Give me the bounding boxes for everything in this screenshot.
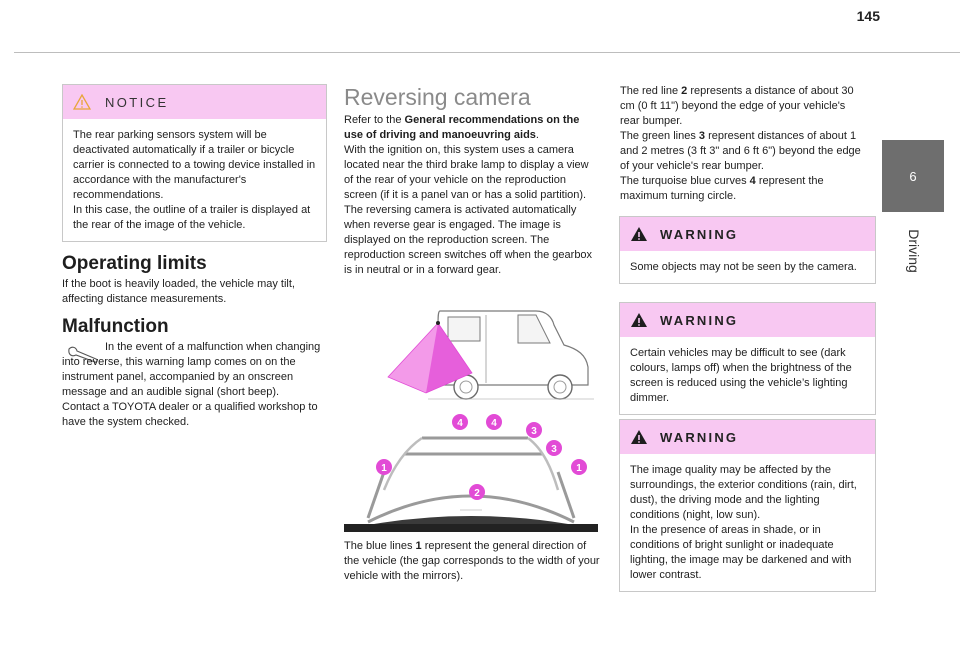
diagram-label-1 [376,459,392,475]
reversing-camera-text: Refer to the General recommendations on the use of driving and manoeuvring aids. With the ignition on, this system uses a camera located near the third brake lamp to display a view of the rear of your vehicle on the reproduction screen (if it is a panel van or has a solid partition). The reversing camera is activated automatically when reverse gear is engaged. The image is displayed on the reproduction screen. The reproduction screen switches off when the gearbox is in neutral or in a forward gear. [344,114,593,276]
diagram-label-4 [452,414,468,430]
reversing-camera-heading: Reversing camera [344,84,531,110]
notice-box [62,84,327,242]
warning-text: The image quality may be affected by the surroundings, the exterior conditions (rain, dirt, dust), the driving mode and the lighting conditions (night, low sun). [630,464,857,521]
chapter-label: Driving [906,229,922,273]
header-divider [14,52,960,53]
blue-lines-text: The blue lines 1 represent the general direction of the vehicle (the gap corresponds to the width of your vehicle with the mirrors). [344,540,600,582]
warning-box [619,419,876,592]
notice-text: The rear parking sensors system will be deactivated automatically if a trailer or bicycle carrier is connected to a towing device installed in accordance with the manufacturer's recommendations. [73,129,316,201]
page-number: 145 [856,8,880,24]
warning-box [619,216,876,284]
diagram-label-4 [486,414,502,430]
warning-triangle-icon [73,94,91,110]
svg-text:3: 3 [551,444,557,455]
malfunction-heading: Malfunction [62,316,169,337]
svg-text:4: 4 [457,418,463,429]
warning-box [619,302,876,415]
van-camera-illustration [368,307,596,403]
malfunction-text: In the event of a malfunction when changing into reverse, this warning lamp comes on on the instrument panel, accompanied by an onscreen message and an audible signal (short beep). Contact a TOYOTA dealer or a qualified workshop to have the system checked. [62,341,321,428]
warning-triangle-icon [630,312,648,328]
operating-limits-text: If the boot is heavily loaded, the vehicle may tilt, affecting distance measurements. [62,278,295,305]
warning-text: Certain vehicles may be difficult to see (dark colours, lamps off) when the brightness of the screen is reduced using the vehicle’s lighting dimmer. [630,347,852,404]
camera-view-diagram [344,410,598,532]
warning-title: WARNING [660,429,739,445]
operating-limits-heading: Operating limits [62,253,207,274]
svg-text:1: 1 [576,463,582,474]
warning-title: WARNING [660,226,739,242]
warning-text: In the presence of areas in shade, or in conditions of bright sunlight or inadequate lighting, the image may be darkened and with lower contrast. [630,524,852,581]
warning-triangle-icon [630,226,648,242]
svg-text:1: 1 [381,463,387,474]
diagram-label-2 [469,484,485,500]
notice-text: In this case, the outline of a trailer is displayed at the rear of the image of the vehicle. [73,204,311,231]
lines-explained-text: The red line 2 represents a distance of about 30 cm (0 ft 11") beyond the edge of your vehicle's rear bumper. The green lines 3 represent distances of about 1 and 2 metres (3 ft 3" and 6 ft 6") beyond the edge of your vehicle's rear bumper. The turquoise blue curves 4 represent the maximum turning circle. [620,85,861,202]
svg-text:3: 3 [531,426,537,437]
warning-triangle-icon [630,429,648,445]
svg-text:4: 4 [491,418,497,429]
chapter-tab[interactable]: 6 [882,140,944,212]
diagram-label-3 [526,422,542,438]
notice-title: NOTICE [105,94,169,110]
diagram-label-1 [571,459,587,475]
svg-text:2: 2 [474,488,480,499]
warning-text: Some objects may not be seen by the camera. [630,261,857,273]
diagram-label-3 [546,440,562,456]
warning-title: WARNING [660,312,739,328]
